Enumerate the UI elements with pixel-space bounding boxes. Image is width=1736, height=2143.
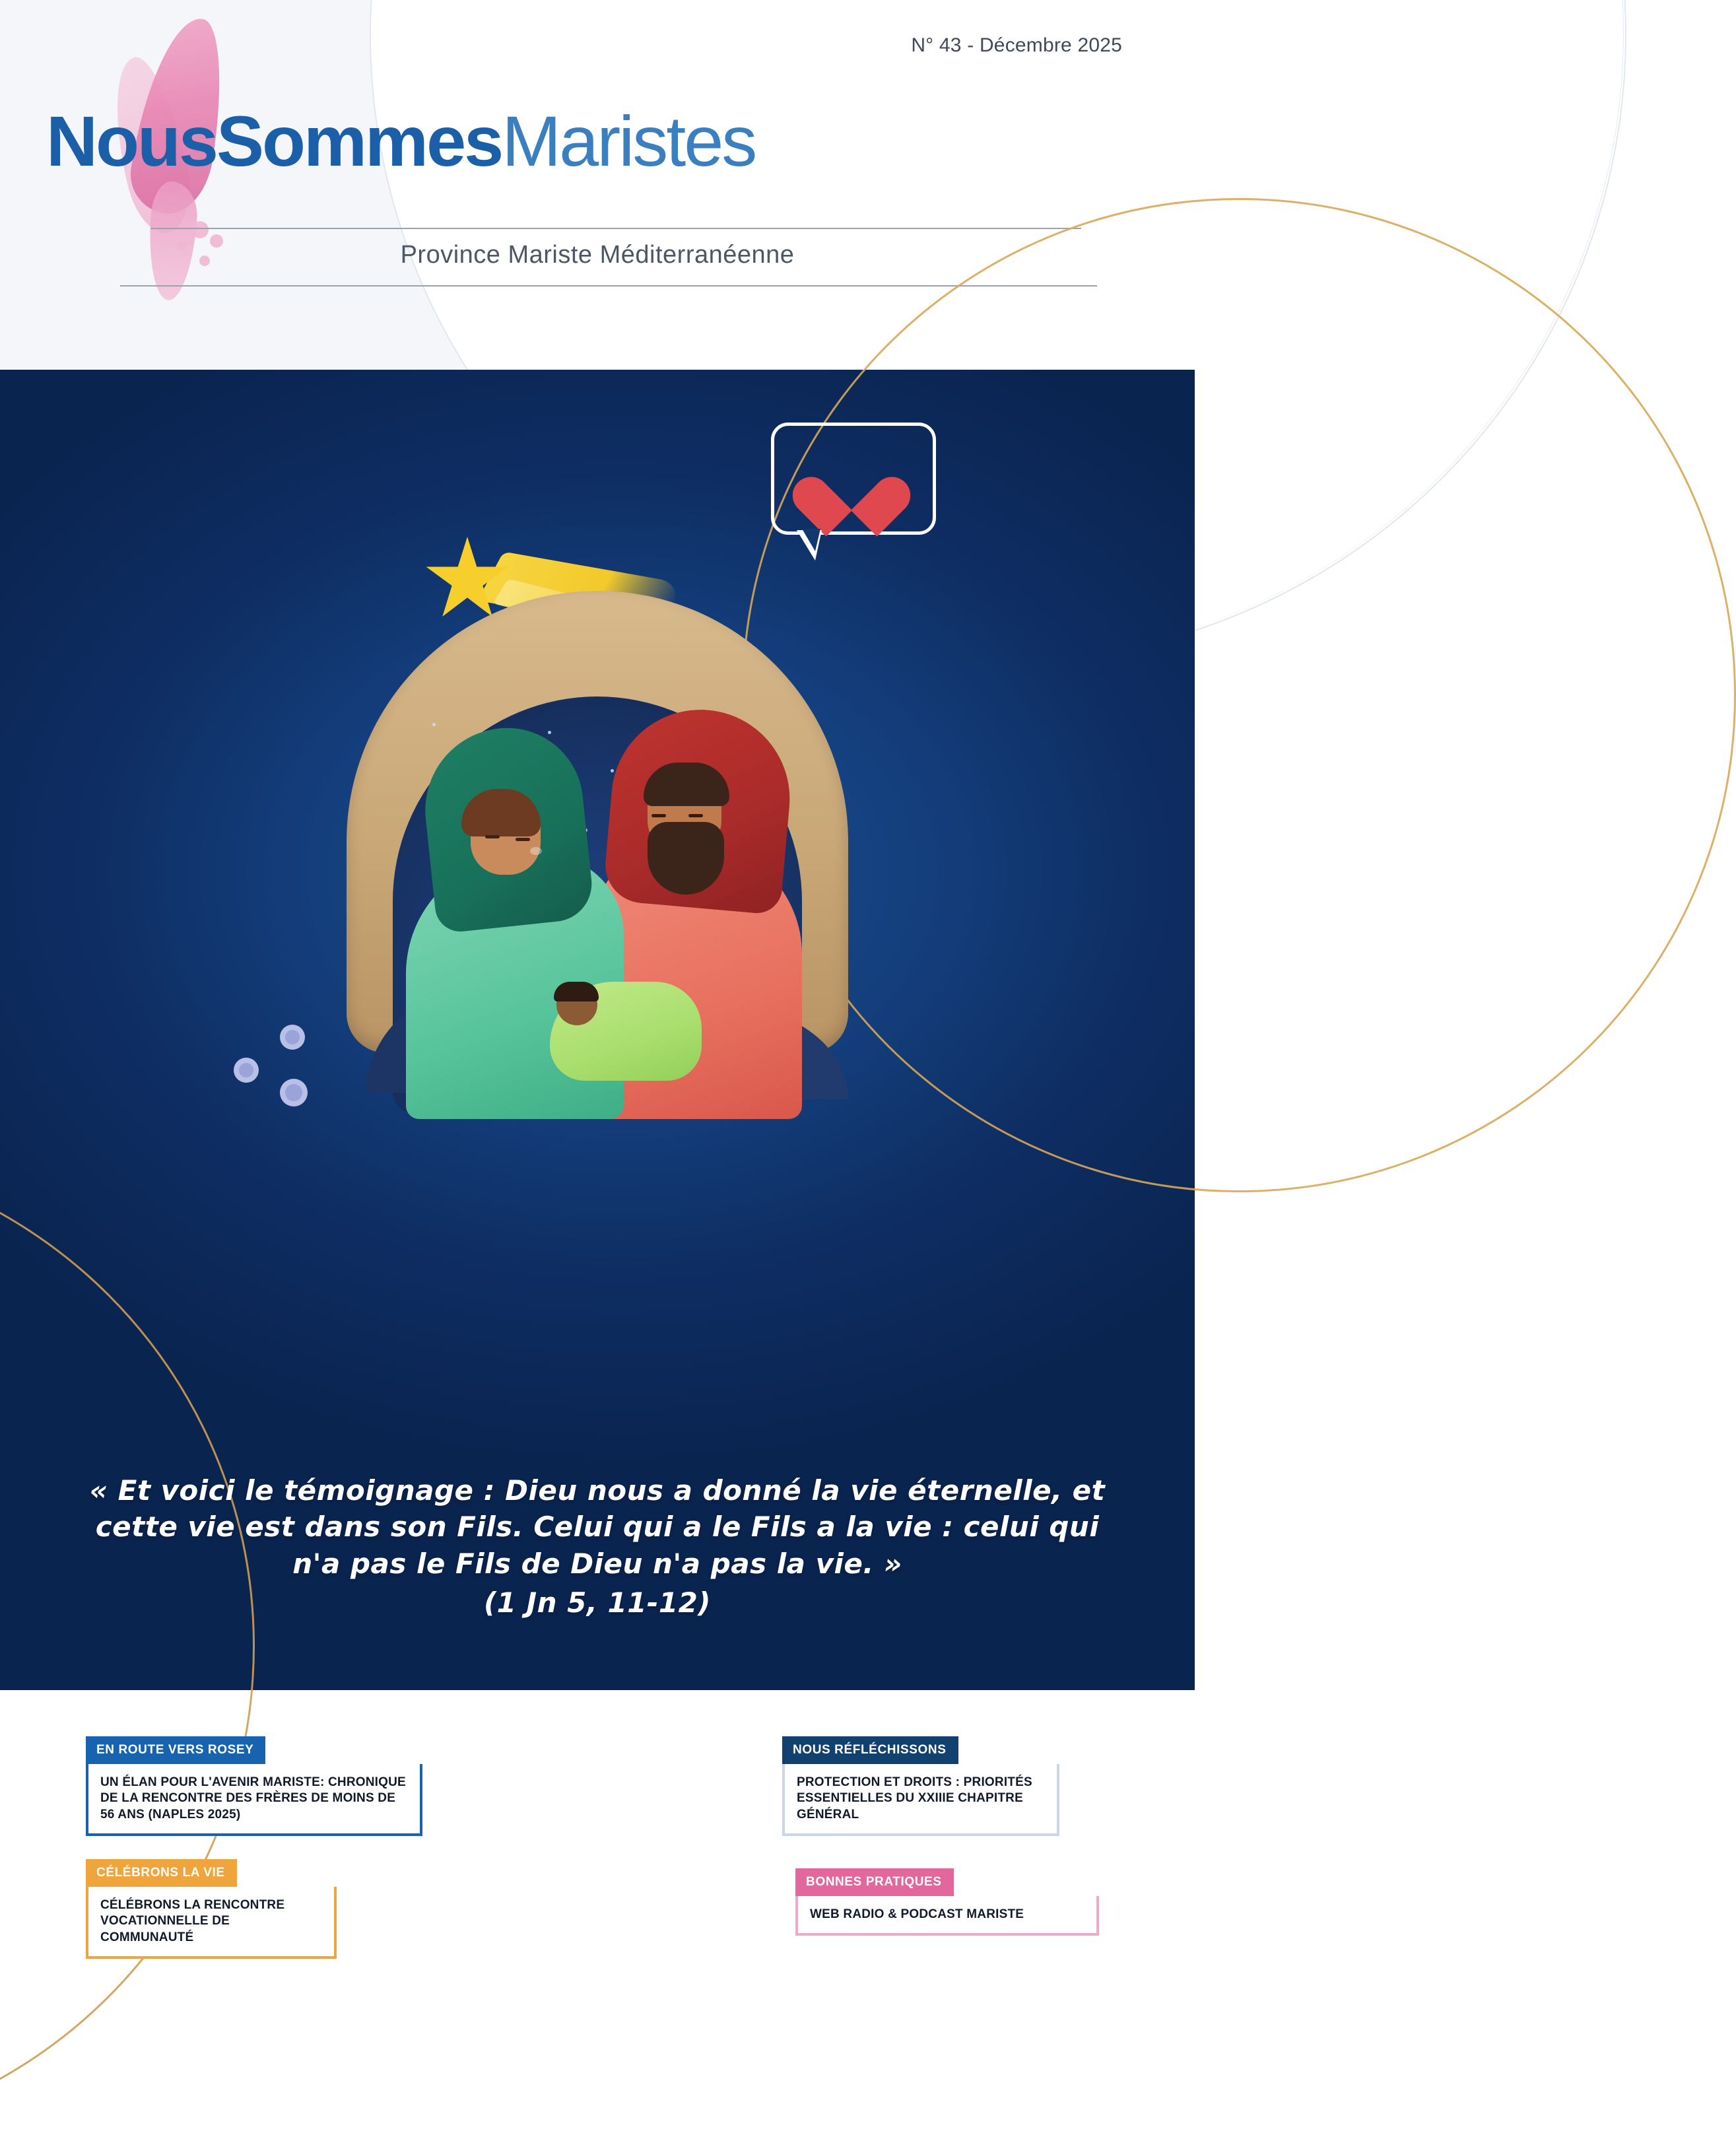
publication-subtitle: Province Mariste Méditerranéenne: [400, 241, 795, 269]
teaser-headline: WEB RADIO & PODCAST MARISTE: [795, 1896, 1099, 1936]
teaser-tag: CÉLÉBRONS LA VIE: [86, 1859, 237, 1887]
speech-bubble: [771, 423, 936, 535]
issue-number: N° 43 - Décembre 2025: [911, 34, 1122, 56]
decorative-flower-icon: [285, 1084, 302, 1101]
teaser-card-en-route-vers-rosey[interactable]: [86, 1736, 422, 1836]
header-divider-top: [150, 228, 1081, 229]
cover-artwork-area: [0, 370, 1195, 1944]
stable-arch: [347, 591, 848, 1053]
arch-interior: [393, 697, 802, 1112]
teaser-headline: UN ÉLAN POUR L'AVENIR MARISTE: CHRONIQUE DE LA RENCONTRE DES FRÈRES DE MOINS DE 56 ANS (NAPLES 2025): [86, 1764, 422, 1836]
cover-teaser-cards: [0, 1703, 1195, 2020]
teaser-card-nous-reflechissons[interactable]: [782, 1736, 1059, 1836]
quote-reference: (1 Jn 5, 11-12): [483, 1586, 711, 1619]
teaser-tag: BONNES PRATIQUES: [795, 1868, 954, 1896]
teaser-card-celebrons-la-vie[interactable]: [86, 1859, 337, 1959]
logo-light-text: Maristes: [502, 101, 756, 181]
publication-logo: [46, 101, 756, 181]
teaser-headline: CÉLÉBRONS LA RENCONTRE VOCATIONNELLE DE COMMUNAUTÉ: [86, 1887, 337, 1959]
nativity-illustration: [347, 531, 848, 1053]
teaser-headline: PROTECTION ET DROITS : PRIORITÉS ESSENTIELLES DU XXIIIE CHAPITRE GÉNÉRAL: [782, 1764, 1059, 1836]
quote-text: « Et voici le témoignage : Dieu nous a donné la vie éternelle, et cette vie est dans son Fils. Celui qui a le Fils a la vie : celui qui n'a pas le Fils de Dieu n'a pas la vie. »: [89, 1474, 1106, 1580]
teaser-card-bonnes-pratiques[interactable]: [795, 1868, 1099, 1936]
logo-bold-text: NousSommes: [46, 101, 502, 181]
heart-icon: [815, 452, 888, 516]
gold-swoosh-right: [742, 198, 1736, 1192]
decorative-flower-icon: [285, 1030, 300, 1044]
teaser-tag: NOUS RÉFLÉCHISSONS: [782, 1736, 958, 1764]
decorative-flower-icon: [239, 1063, 253, 1077]
header-divider-bottom: [120, 285, 1097, 287]
teaser-tag: EN ROUTE VERS ROSEY: [86, 1736, 265, 1764]
cover-scripture-quote: [86, 1472, 1109, 1621]
